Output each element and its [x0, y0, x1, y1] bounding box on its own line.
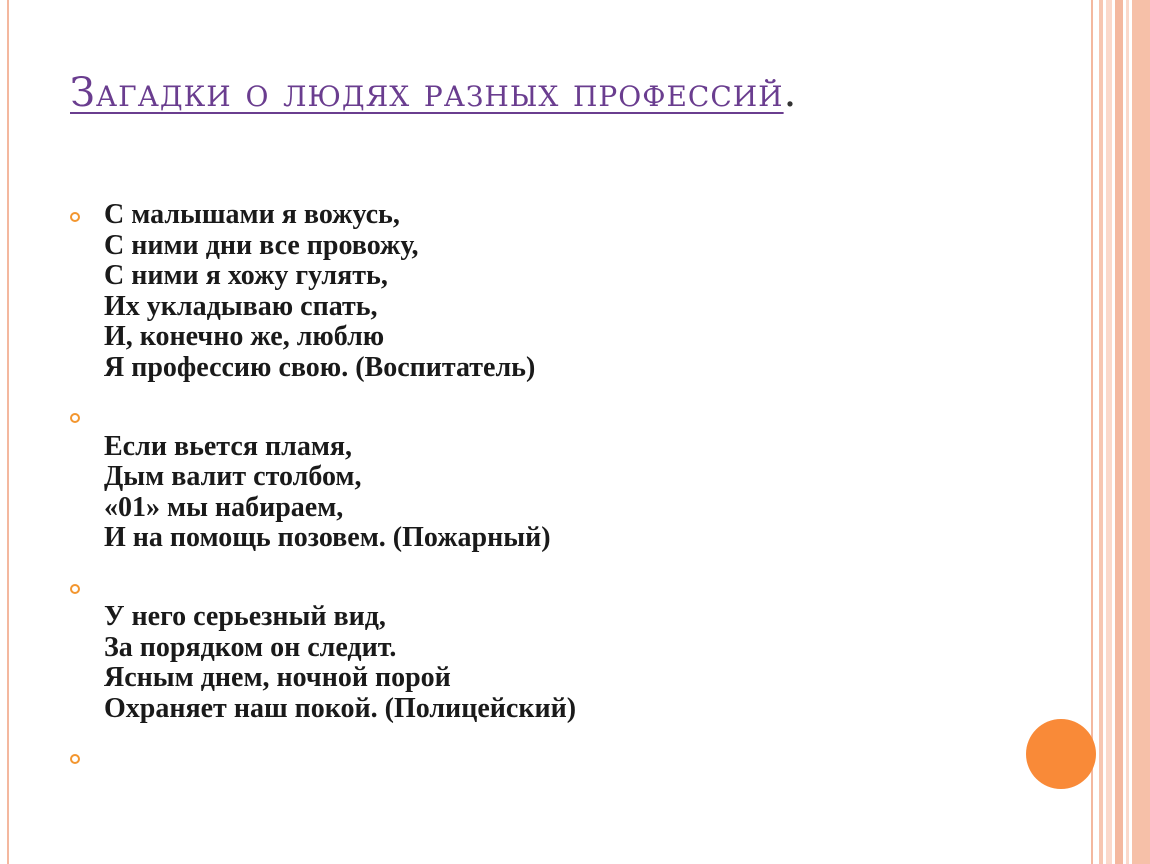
stripe-4 — [1126, 0, 1129, 864]
riddle-item — [70, 401, 970, 554]
riddle-line: За порядком он следит. — [104, 631, 397, 663]
riddle-line: С ними дни все провожу, — [104, 229, 419, 261]
stripe-1 — [1099, 0, 1103, 864]
riddle-line: И на помощь позовем. (Пожарный) — [104, 522, 551, 553]
riddle-line: С малышами я вожусь, — [104, 199, 400, 230]
slide-title — [70, 62, 830, 124]
riddle-line: Если вьется пламя, — [104, 430, 353, 462]
riddle-line: Я профессию свою. (Воспитатель) — [104, 351, 536, 383]
riddle-item — [70, 572, 970, 725]
bullet-circle-icon — [70, 754, 80, 764]
empty-list-item — [70, 742, 970, 773]
bullet-circle-icon — [70, 212, 80, 222]
decorative-circle — [1026, 719, 1096, 789]
bullet-circle-icon — [70, 584, 80, 594]
stripe-3 — [1115, 0, 1123, 864]
riddle-line: И, конечно же, люблю — [104, 321, 385, 352]
riddle-line: Дым валит столбом, — [104, 461, 362, 492]
riddle-line: Их укладываю спать, — [104, 290, 378, 322]
bullet-circle-icon — [70, 413, 80, 423]
riddle-item — [70, 200, 970, 383]
riddle-line: Ясным днем, ночной порой — [104, 662, 451, 693]
riddle-line: У него серьезный вид, — [104, 601, 386, 632]
riddle-line: «01» мы набираем, — [104, 491, 344, 523]
stripe-2 — [1106, 0, 1112, 864]
riddle-line: Охраняет наш покой. (Полицейский) — [104, 692, 577, 724]
riddle-line: С ними я хожу гулять, — [104, 260, 388, 291]
slide-title-period: . — [783, 70, 798, 116]
slide-title-text: Загадки о людях разных профессий — [70, 70, 784, 116]
riddle-list — [70, 200, 970, 773]
stripe-5 — [1132, 0, 1150, 864]
